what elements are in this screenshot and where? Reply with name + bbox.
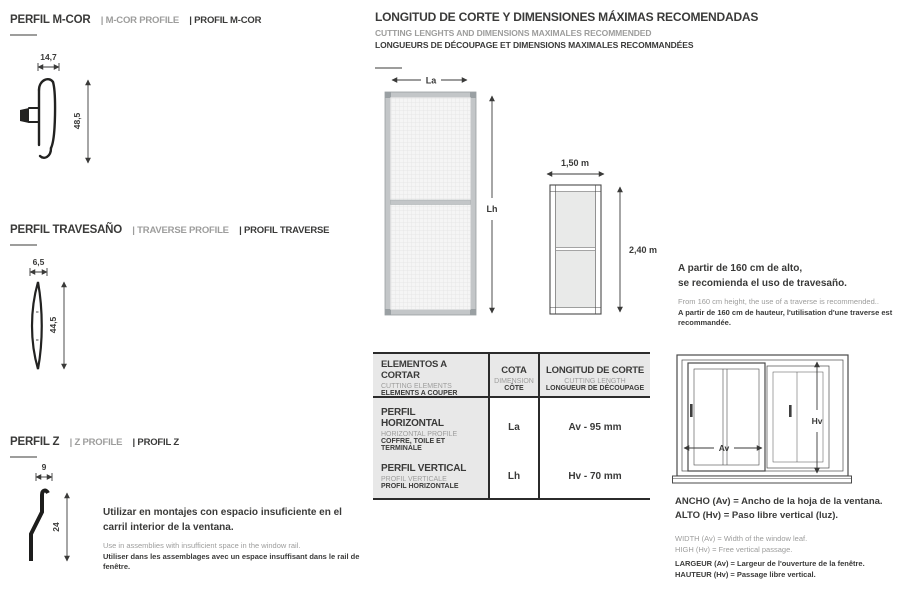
hv-dim-label: Hv — [811, 416, 823, 426]
mcor-height-dim-label: 48,5 — [72, 112, 82, 130]
header-cota-fr: CÔTE — [504, 384, 524, 392]
window-handle — [789, 405, 792, 417]
mcor-width-dim-label: 14,7 — [40, 52, 57, 62]
travesano-width-dim-label: 6,5 — [32, 257, 45, 267]
header-elementos-fr: ELEMENTS A COUPER — [381, 390, 458, 397]
cutting-heading-rule — [375, 67, 402, 69]
z-title-en: | Z PROFILE — [69, 437, 123, 448]
row2-fr: PROFIL HORIZONTALE — [381, 483, 459, 490]
header-cota-es: COTA — [501, 364, 527, 376]
legend-fr-line1: LARGEUR (Av) = Largeur de l'ouverture de la fenêtre. — [675, 559, 865, 568]
row1-cota: La — [488, 398, 538, 457]
la-dim-label: La — [425, 75, 437, 86]
lh-dim-label: Lh — [486, 204, 498, 214]
cutting-subtitle-fr: LONGUEURS DE DÉCOUPAGE ET DIMENSIONS MAXIMALES RECOMMANDÉES — [375, 40, 694, 50]
z-note-en: Use in assemblies with insufficient space in the window rail. — [103, 541, 301, 550]
cutting-subtitle-en: CUTTING LENGHTS AND DIMENSIONS MAXIMALES RECOMMENDED — [375, 28, 652, 38]
legend-es-line1: ANCHO (Av) = Ancho de la hoja de la ventana. — [675, 496, 883, 507]
header-longitud-en: CUTTING LENGTH — [564, 377, 626, 385]
travesano-title-fr: | PROFIL TRAVERSE — [239, 225, 330, 236]
mcor-title-es: PERFIL M-COR — [10, 14, 91, 26]
row2-element — [373, 454, 488, 498]
traverse-note — [678, 262, 916, 329]
travesano-heading-rule — [10, 244, 37, 246]
cutting-section-heading — [375, 10, 795, 50]
travesano-profile-shape — [32, 282, 42, 369]
cutting-table — [373, 352, 650, 500]
traverse-note-en: From 160 cm height, the use of a traverse is recommended.. — [678, 297, 879, 306]
travesano-height-dim-label: 44,5 — [48, 316, 58, 334]
mcor-profile-drawing — [12, 50, 132, 175]
traverse-note-es-line1: A partir de 160 cm de alto, — [678, 263, 803, 274]
traverse-note-fr: A partir de 160 cm de hauteur, l'utilisation d'une traverse est recommandée. — [678, 307, 893, 327]
z-usage-note — [103, 506, 365, 573]
mcor-heading-rule — [10, 34, 37, 36]
legend-en-line1: WIDTH (Av) = Width of the window leaf. — [675, 533, 808, 543]
row1-fr: COFFRE, TOILE ET TERMINALE — [381, 438, 446, 452]
section-heading-travesano — [10, 220, 329, 238]
cutting-title-es: LONGITUD DE CORTE Y DIMENSIONES MÁXIMAS RECOMENDADAS — [375, 10, 759, 24]
mcor-profile-shape — [29, 79, 55, 158]
legend-en-line2: HIGH (Hv) = Free vertical passage. — [675, 544, 793, 554]
header-elementos — [373, 354, 488, 402]
window-sill — [673, 476, 852, 483]
table-row-vertical-profile — [373, 454, 650, 498]
row2-es: PERFIL VERTICAL — [381, 463, 467, 474]
row2-cota: Lh — [488, 454, 538, 498]
section-heading-mcor — [10, 10, 261, 28]
window-left-sash — [688, 363, 765, 471]
z-note-es: Utilizar en montajes con espacio insuficiente en el carril interior de la ventana. — [103, 507, 342, 533]
window-handle — [690, 404, 693, 417]
header-longitud-fr: LONGUEUR DE DÉCOUPAGE — [545, 384, 645, 392]
z-height-dim-label: 24 — [51, 522, 61, 532]
legend-fr-line2: HAUTEUR (Hv) = Passage libre vertical. — [675, 570, 816, 580]
row2-en: PROFIL VERTICALE — [381, 476, 447, 483]
z-title-fr: | PROFIL Z — [132, 437, 179, 448]
z-title-es: PERFIL Z — [10, 436, 60, 448]
row2-length: Hv - 70 mm — [538, 454, 650, 498]
travesano-profile-drawing — [12, 255, 132, 380]
z-width-dim-label: 9 — [41, 462, 47, 472]
screen-mesh — [556, 251, 595, 308]
section-heading-z — [10, 432, 179, 450]
header-longitud — [538, 354, 650, 402]
z-profile-shape — [31, 491, 48, 561]
max-height-label: 2,40 m — [629, 245, 658, 255]
table-row-horizontal-profile — [373, 398, 650, 454]
screen-traverse-bar — [391, 200, 471, 205]
table-header-row — [373, 354, 650, 398]
mcor-title-fr: | PROFIL M-COR — [189, 15, 262, 26]
travesano-title-en: | TRAVERSE PROFILE — [132, 225, 229, 236]
small-screen — [550, 185, 601, 314]
z-note-fr: Utiliser dans les assemblages avec un espace insuffisant dans le rail de fenêtre. — [103, 551, 360, 571]
header-elementos-es: ELEMENTOS A CORTAR — [381, 359, 447, 381]
header-cota-en: DIMENSION — [494, 377, 534, 385]
header-longitud-es: LONGITUD DE CORTE — [546, 364, 644, 376]
row1-element — [373, 398, 488, 457]
traverse-note-es-line2: se recomienda el uso de travesaño. — [678, 277, 847, 289]
z-heading-rule — [10, 456, 37, 458]
row1-length: Av - 95 mm — [538, 398, 650, 457]
legend-es-line2: ALTO (Hv) = Paso libre vertical (luz). — [675, 510, 839, 522]
row1-en: HORIZONTAL PROFILE — [381, 431, 458, 438]
travesano-title-es: PERFIL TRAVESAÑO — [10, 224, 123, 236]
mcor-brush-seal — [20, 108, 29, 123]
mcor-title-en: | M-COR PROFILE — [100, 15, 179, 26]
header-elementos-en: CUTTING ELEMENTS — [381, 383, 452, 390]
screens-diagram — [375, 70, 685, 320]
window-diagram — [672, 348, 867, 490]
large-screen — [385, 92, 476, 315]
row1-es: PERFIL HORIZONTAL — [381, 407, 444, 429]
av-dim-label: Av — [718, 443, 730, 453]
max-width-label: 1,50 m — [560, 158, 590, 168]
screen-mesh — [556, 192, 595, 247]
header-cota — [488, 354, 538, 402]
window-legend — [675, 495, 920, 581]
